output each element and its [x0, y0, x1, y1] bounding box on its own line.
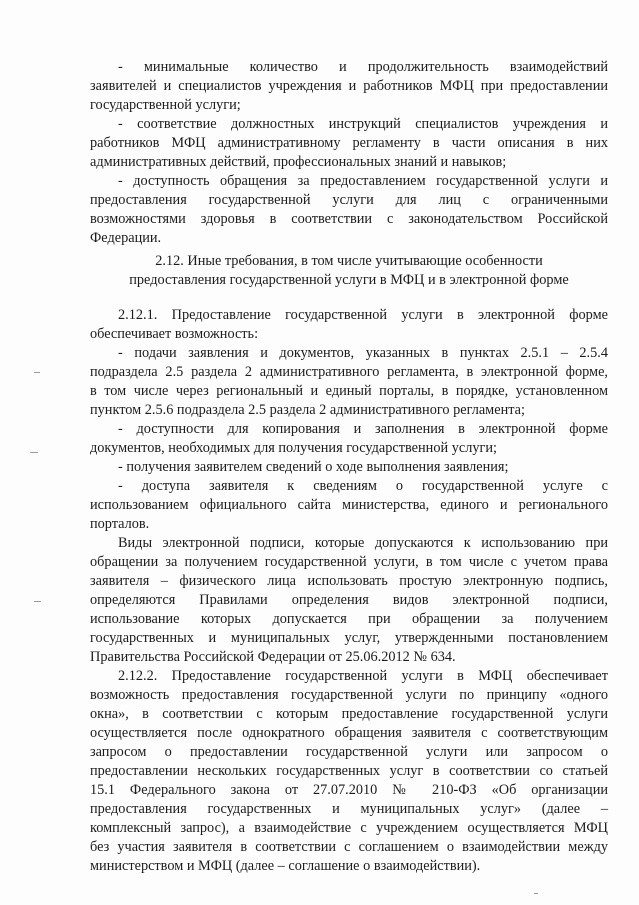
text-line: государственной услуги; [90, 97, 241, 113]
scan-mark [34, 372, 40, 373]
text-line: осуществляется после однократного обращения заявителя с соответствующим [90, 725, 608, 741]
text-line: предоставления государственных и муниципальных услуг» (далее – [90, 801, 608, 817]
scan-mark [34, 601, 41, 602]
text-line: предоставлении нескольких государственных услуг в соответствии со статьей [90, 763, 608, 779]
section-heading: предоставления государственной услуги в МФЦ и в электронной форме [129, 272, 569, 288]
text-line: обеспечивает возможность: [90, 326, 259, 342]
text-line: министерством и МФЦ (далее – соглашение о взаимодействии). [90, 858, 481, 874]
text-line: предоставления государственной услуги для лиц с ограниченными [90, 192, 608, 208]
text-line: возможность предоставления государственной услуги по принципу «одного [90, 687, 608, 703]
text-line: - доступность обращения за предоставлением государственной услуги и [118, 173, 608, 189]
text-line: государственных и муниципальных услуг, утвержденными постановлением [90, 630, 608, 646]
text-line: документов, необходимых для получения государственной услуги; [90, 440, 497, 456]
text-line: Виды электронной подписи, которые допускаются к использованию при [118, 535, 608, 551]
text-line: обращении за получением государственной услуги, в том числе с учетом права [90, 554, 608, 570]
text-line: работников МФЦ административному регламенту в части описания в них [90, 135, 608, 151]
text-line: использованием официального сайта министерства, единого и регионального [90, 497, 608, 513]
text-line: Правительства Российской Федерации от 25.06.2012 № 634. [90, 649, 456, 665]
text-line: запросом о предоставлении государственной услуги или запросом о [90, 744, 608, 760]
text-line: Федерации. [90, 230, 162, 246]
text-line: - соответствие должностных инструкций специалистов учреждения и [118, 116, 608, 132]
text-line: - доступности для копирования и заполнения в электронной форме [118, 421, 608, 437]
text-line: без участия заявителя в соответствии с соглашением о взаимодействии между [90, 839, 608, 855]
text-line: возможностями здоровья в соответствии с законодательством Российской [90, 211, 608, 227]
text-line: 2.12.2. Предоставление государственной услуги в МФЦ обеспечивает [118, 668, 608, 684]
text-line: - минимальные количество и продолжительность взаимодействий [118, 59, 608, 75]
text-line: порталов. [90, 516, 150, 532]
text-line: - подачи заявления и документов, указанных в пунктах 2.5.1 – 2.5.4 [118, 345, 608, 361]
text-line: заявителя – физического лица использовать простую электронную подпись, [90, 573, 608, 589]
scan-mark [30, 452, 38, 453]
text-line: комплексный запрос), а взаимодействие с учреждением осуществляется МФЦ [90, 820, 608, 836]
text-line: подраздела 2.5 раздела 2 административного регламента, в электронной форме, [90, 364, 608, 380]
text-line: 15.1 Федерального закона от 27.07.2010 № 210-ФЗ «Об организации [90, 782, 608, 798]
section-heading: 2.12. Иные требования, в том числе учитывающие особенности [155, 253, 543, 269]
text-line: в том числе через региональный и единый порталы, в порядке, установленном [90, 383, 608, 399]
text-line: административных действий, профессиональных знаний и навыков; [90, 154, 507, 170]
text-line: - доступа заявителя к сведениям о государственной услуге с [118, 478, 608, 494]
text-line: - получения заявителем сведений о ходе выполнения заявления; [118, 459, 509, 475]
text-line: заявителей и специалистов учреждения и работников МФЦ при предоставлении [90, 78, 608, 94]
text-line: определяются Правилами определения видов электронной подписи, [90, 592, 608, 608]
text-line: пунктом 2.5.6 подраздела 2.5 раздела 2 административного регламента; [90, 402, 525, 418]
text-line: окна», в соответствии с которым предоставление государственной услуги [90, 706, 608, 722]
text-line: 2.12.1. Предоставление государственной услуги в электронной форме [118, 307, 608, 323]
scan-mark [534, 893, 538, 894]
text-line: использование которых допускается при обращении за получением [90, 611, 608, 627]
